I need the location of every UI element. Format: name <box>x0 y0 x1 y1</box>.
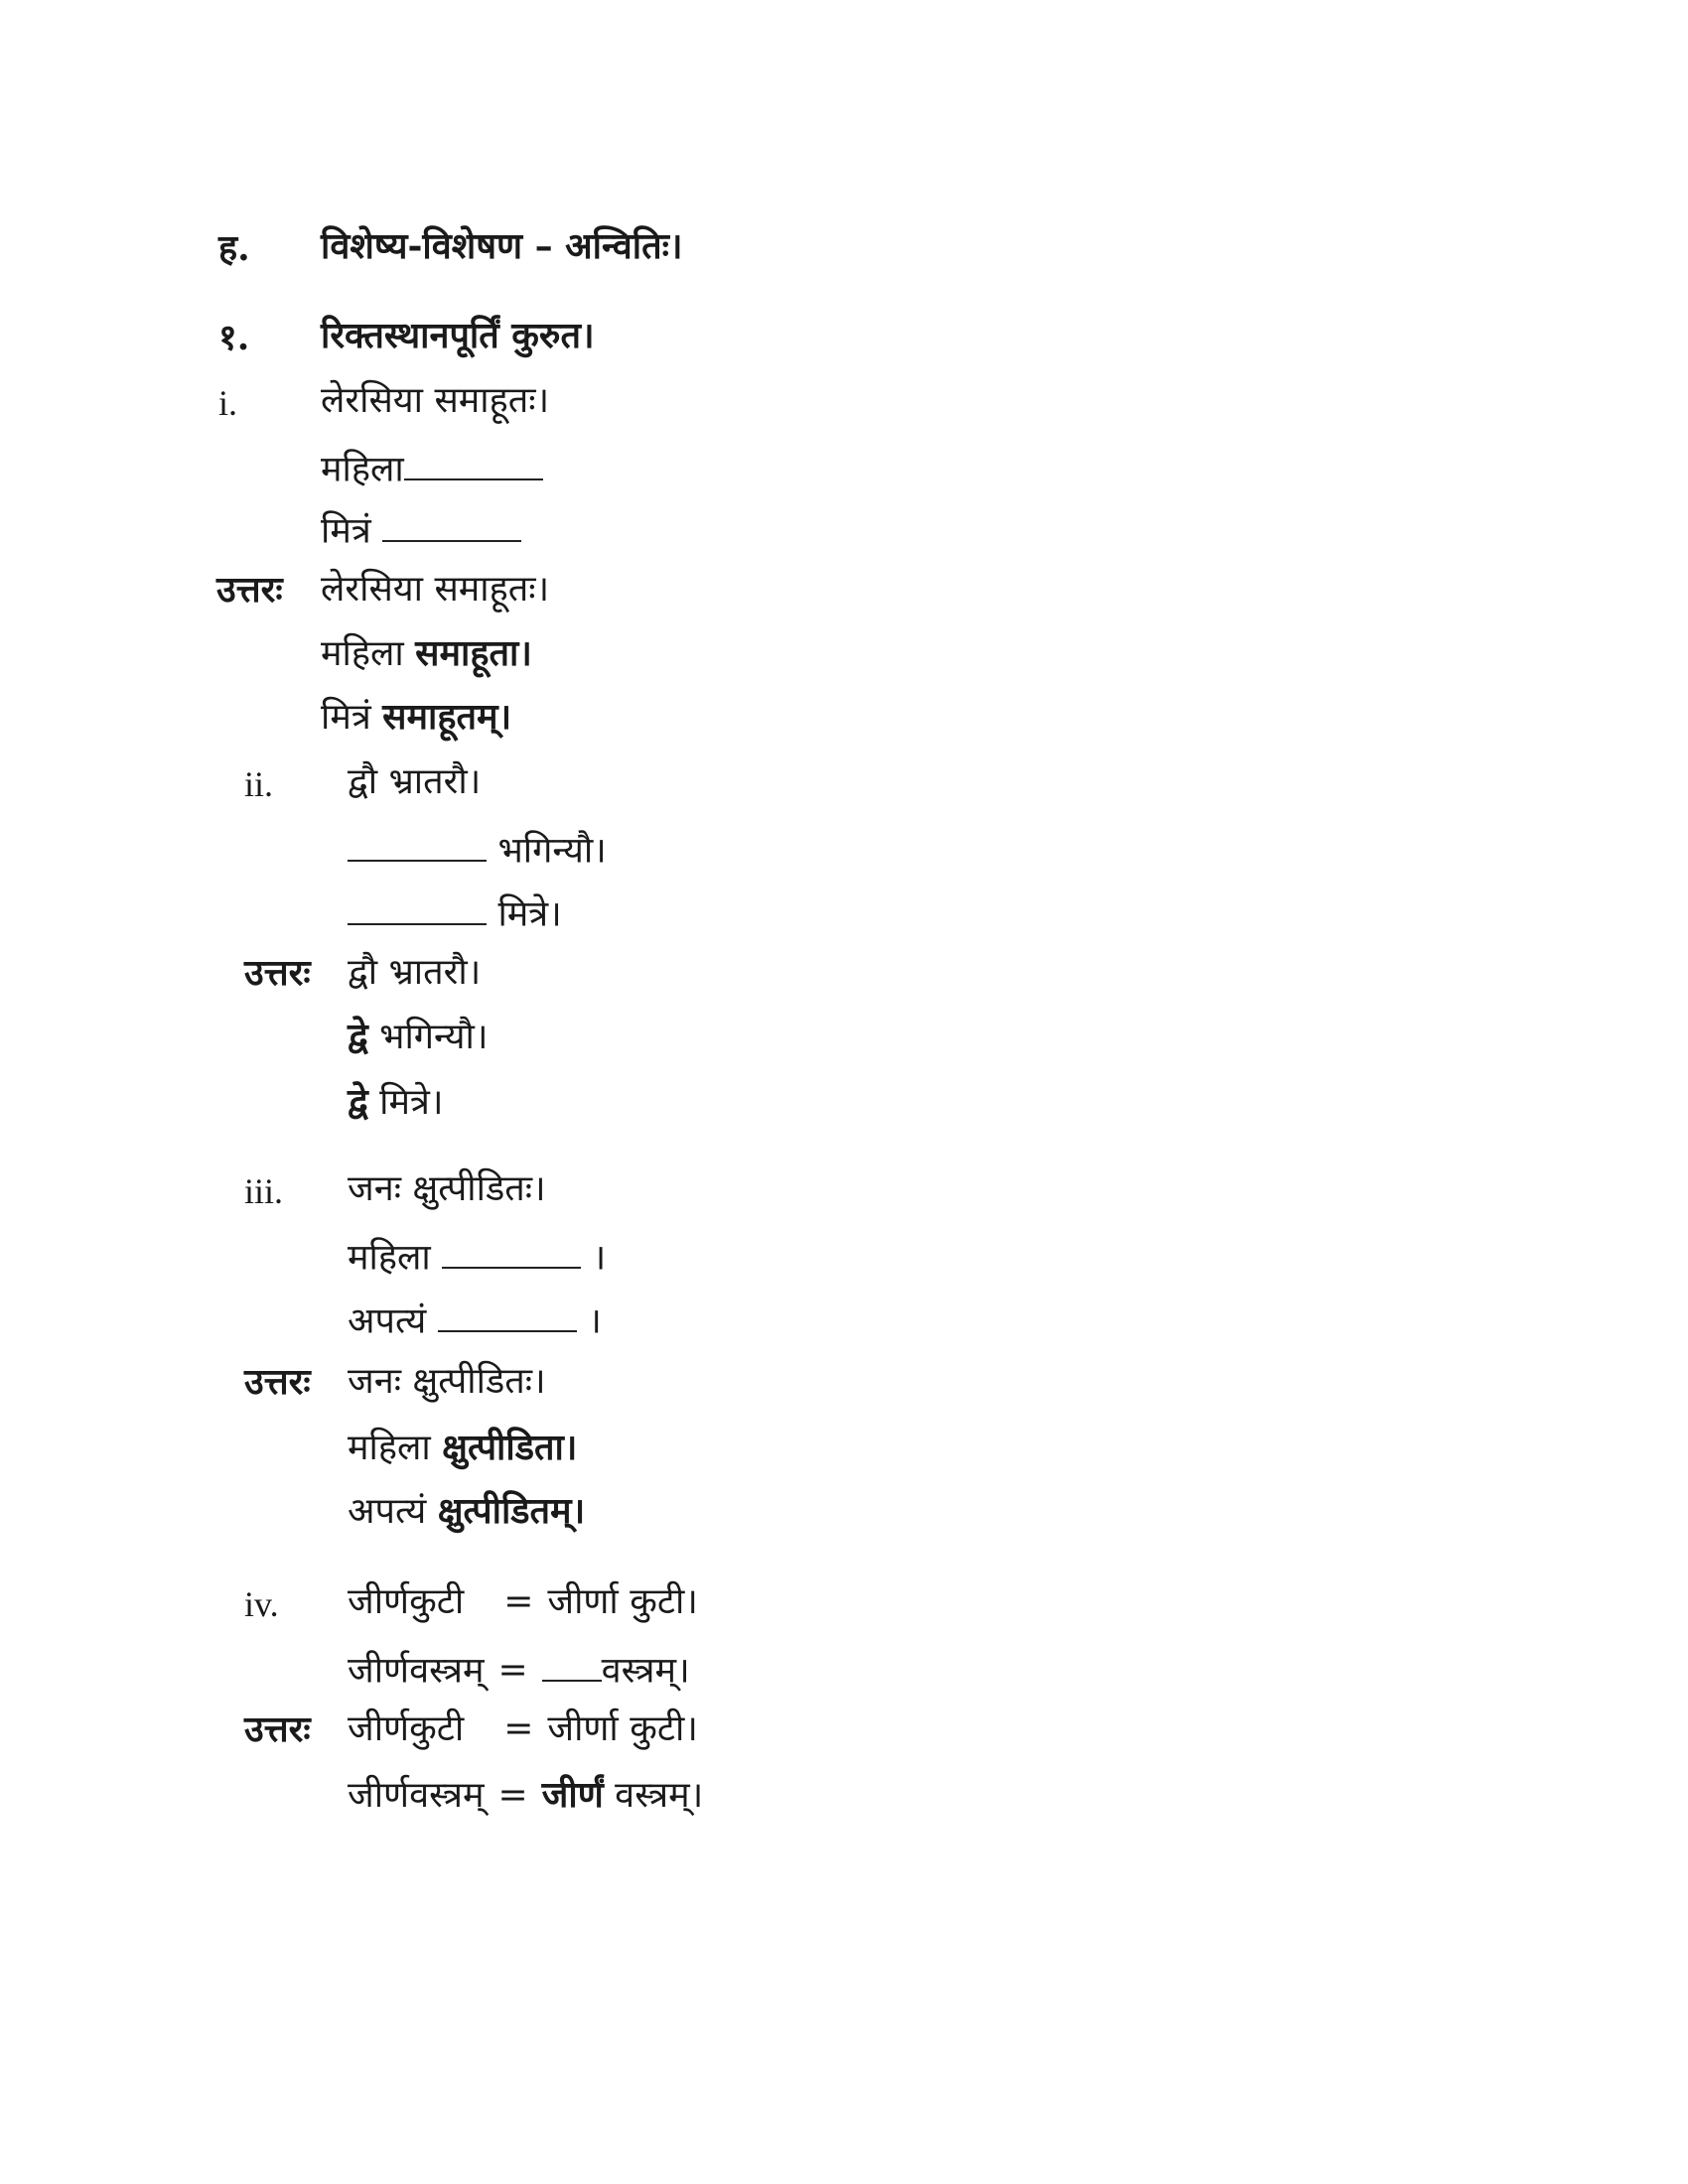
answer-blank[interactable] <box>404 447 543 480</box>
answer-line <box>348 1708 698 1749</box>
compound-word: जीर्णवस्त्रम् <box>348 1650 485 1692</box>
expansion: वस्त्रम्। <box>603 1775 704 1816</box>
answer-line <box>348 1427 578 1468</box>
question-line: जनः क्षुत्पीडितः। <box>348 1168 546 1209</box>
answer-label: उत्तरः <box>244 1361 311 1403</box>
answer-line <box>321 632 532 674</box>
answer-label: उत्तरः <box>244 952 311 994</box>
answer-line <box>348 1081 444 1123</box>
answer-line: लेरसिया समाहूतः। <box>321 569 550 610</box>
answer-line <box>348 1016 489 1057</box>
question-text: रिक्तस्थानपूर्तिं कुरुत। <box>321 315 595 356</box>
answer-word: मित्रे। <box>367 1082 444 1123</box>
answer-line <box>348 1774 704 1816</box>
answer-word: मित्रं <box>321 697 383 738</box>
question-line <box>348 891 562 935</box>
item-number: i. <box>218 383 238 423</box>
answer-label: उत्तरः <box>244 1708 311 1750</box>
equals-sign: = <box>503 1581 534 1622</box>
answer-fill: द्वे <box>348 1016 368 1057</box>
question-word: महिला <box>348 1237 431 1279</box>
question-line <box>348 1235 607 1279</box>
compound-word: जीर्णवस्त्रम् <box>348 1775 485 1816</box>
question-line: द्वौ भ्रातरौ। <box>348 761 482 802</box>
question-line: लेरसिया समाहूतः। <box>321 380 550 421</box>
question-line <box>321 447 543 490</box>
answer-blank[interactable] <box>442 1235 581 1269</box>
question-word: अपत्यं <box>348 1300 427 1342</box>
question-line <box>348 828 607 872</box>
equals-sign: = <box>497 1650 528 1692</box>
question-word: महिला <box>321 449 404 490</box>
answer-word: भगिन्यौ। <box>367 1017 489 1057</box>
answer-fill: समाहूता। <box>415 632 532 674</box>
item-number: iv. <box>244 1584 279 1624</box>
danda: । <box>588 1300 602 1342</box>
item-number: ii. <box>244 764 274 804</box>
answer-line <box>348 1490 586 1532</box>
compound-word: जीर्णकुटी <box>348 1581 465 1622</box>
answer-blank[interactable] <box>438 1298 577 1332</box>
expansion: वस्त्रम्। <box>601 1650 690 1692</box>
answer-fill: द्वे <box>348 1081 368 1123</box>
question-number: १. <box>218 317 250 358</box>
answer-word: महिला <box>348 1428 443 1468</box>
question-line <box>348 1648 690 1692</box>
answer-blank[interactable] <box>348 891 487 925</box>
answer-line: द्वौ भ्रातरौ। <box>348 952 482 993</box>
answer-fill: क्षुत्पीडिता। <box>442 1427 578 1468</box>
answer-blank[interactable] <box>348 828 487 862</box>
section-label: ह. <box>218 227 250 269</box>
answer-label: उत्तरः <box>216 569 283 611</box>
question-word: मित्रे। <box>497 893 562 935</box>
answer-line <box>321 696 512 738</box>
danda: । <box>592 1237 607 1279</box>
answer-fill: जीर्णं <box>541 1774 604 1816</box>
question-line <box>321 508 521 552</box>
equals-sign: = <box>497 1775 528 1816</box>
question-line <box>348 1581 698 1622</box>
answer-word: अपत्यं <box>348 1491 438 1532</box>
equals-sign: = <box>503 1708 534 1749</box>
question-word: मित्रं <box>321 510 371 552</box>
answer-fill: समाहूतम्। <box>382 696 512 738</box>
expansion: जीर्णा कुटी। <box>547 1581 698 1622</box>
question-line <box>348 1298 602 1342</box>
expansion: जीर्णा कुटी। <box>547 1708 698 1749</box>
question-word: भगिन्यौ। <box>497 830 607 872</box>
compound-word: जीर्णकुटी <box>348 1708 465 1749</box>
answer-blank[interactable] <box>382 508 521 542</box>
item-number: iii. <box>244 1171 284 1211</box>
answer-word: महिला <box>321 633 416 674</box>
section-title: विशेष्य-विशेषण – अन्वितिः। <box>321 225 683 267</box>
answer-blank[interactable] <box>542 1648 602 1682</box>
answer-line: जनः क्षुत्पीडितः। <box>348 1361 546 1402</box>
answer-fill: क्षुत्पीडितम्। <box>437 1490 586 1532</box>
